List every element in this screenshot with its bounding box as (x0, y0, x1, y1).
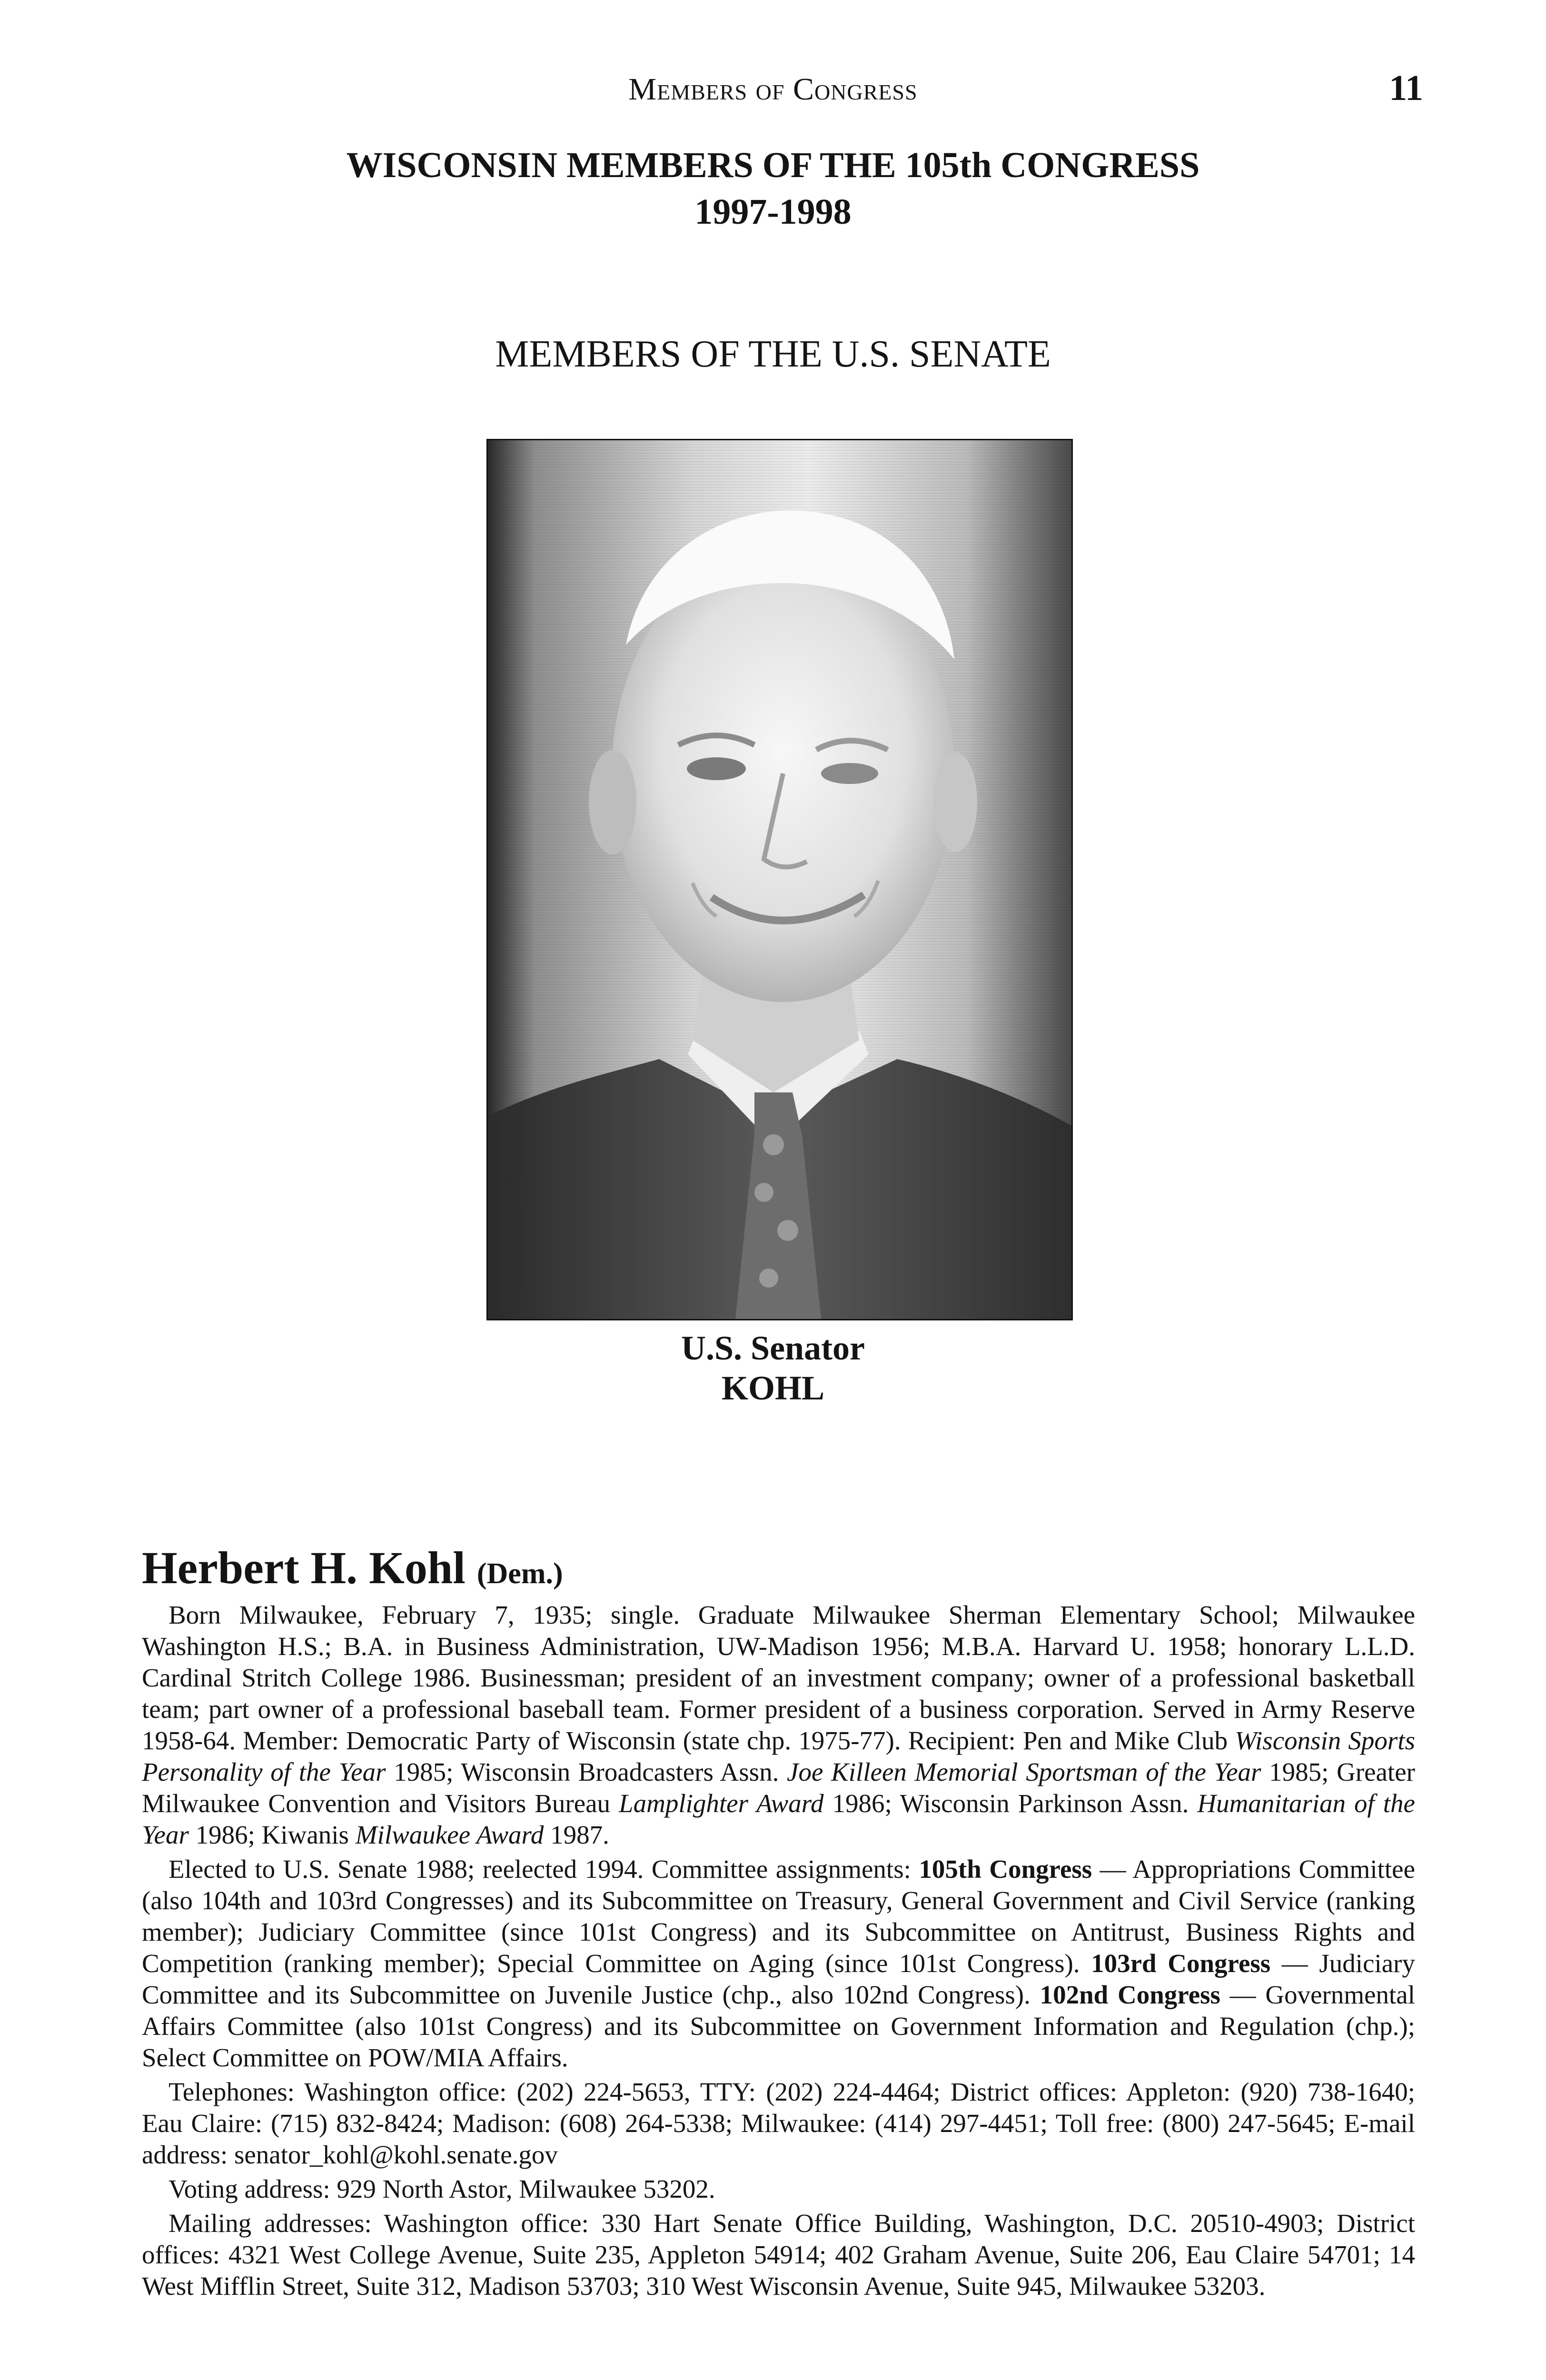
bio-paragraph-mailing-addresses: Mailing addresses: Washington office: 330 Hart Senate Office Building, Washington, D.C. 20510-4903; District offices: 4321 West College Avenue, Suite 235, Appleton 54914; 402 Graham Avenue, Suite 206, Eau Claire 54701; 14 West Mifflin Street, Suite 312, Madison 53703; 310 West Wisconsin Avenue, Suite 945, Milwaukee 53203. (142, 2209, 1415, 2301)
page-number: 11 (1389, 68, 1423, 108)
bio-text: — Appropriations Committee (also 104th and 103rd Congresses) and its Subcommittee on Treasury, General Government and Civil Service (ranking member); Judiciary Committee (since 101st Congress) and its Subcommittee on Antitrust, Business Rights and Competition (ranking member); Special Committee on Aging (since 101st Congress). (142, 1854, 1416, 1978)
award-title: Milwaukee Award (355, 1820, 544, 1849)
title-line-years: 1997-1998 (694, 192, 852, 232)
bio-paragraph-committees (142, 1854, 1415, 2073)
portrait-illustration (488, 440, 1071, 1319)
bio-paragraph-background (142, 1599, 1415, 1851)
bio-text: — Judiciary Committee and its Subcommittee on Juvenile Justice (chp., also 102nd Congress). (142, 1949, 1415, 2009)
bio-text: — Governmental Affairs Committee (also 101st Congress) and its Subcommittee on Government Information and Regulation (chp.); Select Committee on POW/MIA Affairs. (142, 1980, 1415, 2072)
bio-text: Born Milwaukee, February 7, 1935; single. Graduate Milwaukee Sherman Elementary School; Milwaukee Washington H.S.; B.A. in Business Administration, UW-Madison 1956; M.B.A. Harvard U. 1958; honorary L.L.D. Cardinal Stritch College 1986. Businessman; president of an investment company; owner of a professional basketball team; part owner of a professional baseball team. Former president of a business corporation. Served in Army Reserve 1958-64. Member: Democratic Party of Wisconsin (state chp. 1975-77). Recipient: Pen and Mike Club (142, 1600, 1415, 1755)
biography (142, 1599, 1415, 2305)
award-title: Wisconsin Sports Personality of the Year (142, 1726, 1416, 1786)
running-head: Members of Congress (628, 72, 918, 107)
award-title: Humanitarian of the Year (142, 1789, 1415, 1849)
senator-portrait-photo (486, 439, 1073, 1320)
caption-title: U.S. Senator (681, 1329, 865, 1367)
bio-text: 1986; Kiwanis (188, 1820, 356, 1849)
member-party: (Dem.) (476, 1557, 563, 1590)
award-title: Lamplighter Award (619, 1789, 824, 1818)
caption-surname: KOHL (721, 1369, 825, 1407)
document-title (0, 142, 1546, 235)
bio-paragraph-voting-address: Voting address: 929 North Astor, Milwaukee 53202. (168, 2174, 715, 2203)
photo-caption (0, 1328, 1546, 1408)
member-name: Herbert H. Kohl (142, 1542, 466, 1593)
bio-text: 1986; Wisconsin Parkinson Assn. (823, 1789, 1198, 1818)
bio-text: 1985; Greater Milwaukee Convention and Visitors Bureau (142, 1757, 1415, 1818)
section-title: MEMBERS OF THE U.S. SENATE (495, 333, 1051, 375)
bio-text: Elected to U.S. Senate 1988; reelected 1994. Committee assignments: (168, 1854, 919, 1884)
congress-label: 103rd Congress (1091, 1949, 1271, 1978)
bio-text: 1985; Wisconsin Broadcasters Assn. (386, 1757, 787, 1786)
award-title: Joe Killeen Memorial Sportsman of the Year (787, 1757, 1261, 1786)
bio-text: 1987. (544, 1820, 609, 1849)
congress-label: 102nd Congress (1040, 1980, 1220, 2009)
title-line-congress: WISCONSIN MEMBERS OF THE 105th CONGRESS (346, 145, 1200, 185)
congress-label: 105th Congress (919, 1854, 1092, 1884)
bio-paragraph-telephones: Telephones: Washington office: (202) 224-5653, TTY: (202) 224-4464; District offices: Appleton: (920) 738-1640; Eau Claire: (715) 832-8424; Madison: (608) 264-5338; Milwaukee: (414) 297-4451; Toll free: (800) 247-5645; E-mail address: senator_kohl@kohl.senate.gov (142, 2077, 1415, 2169)
member-heading (142, 1541, 563, 1594)
